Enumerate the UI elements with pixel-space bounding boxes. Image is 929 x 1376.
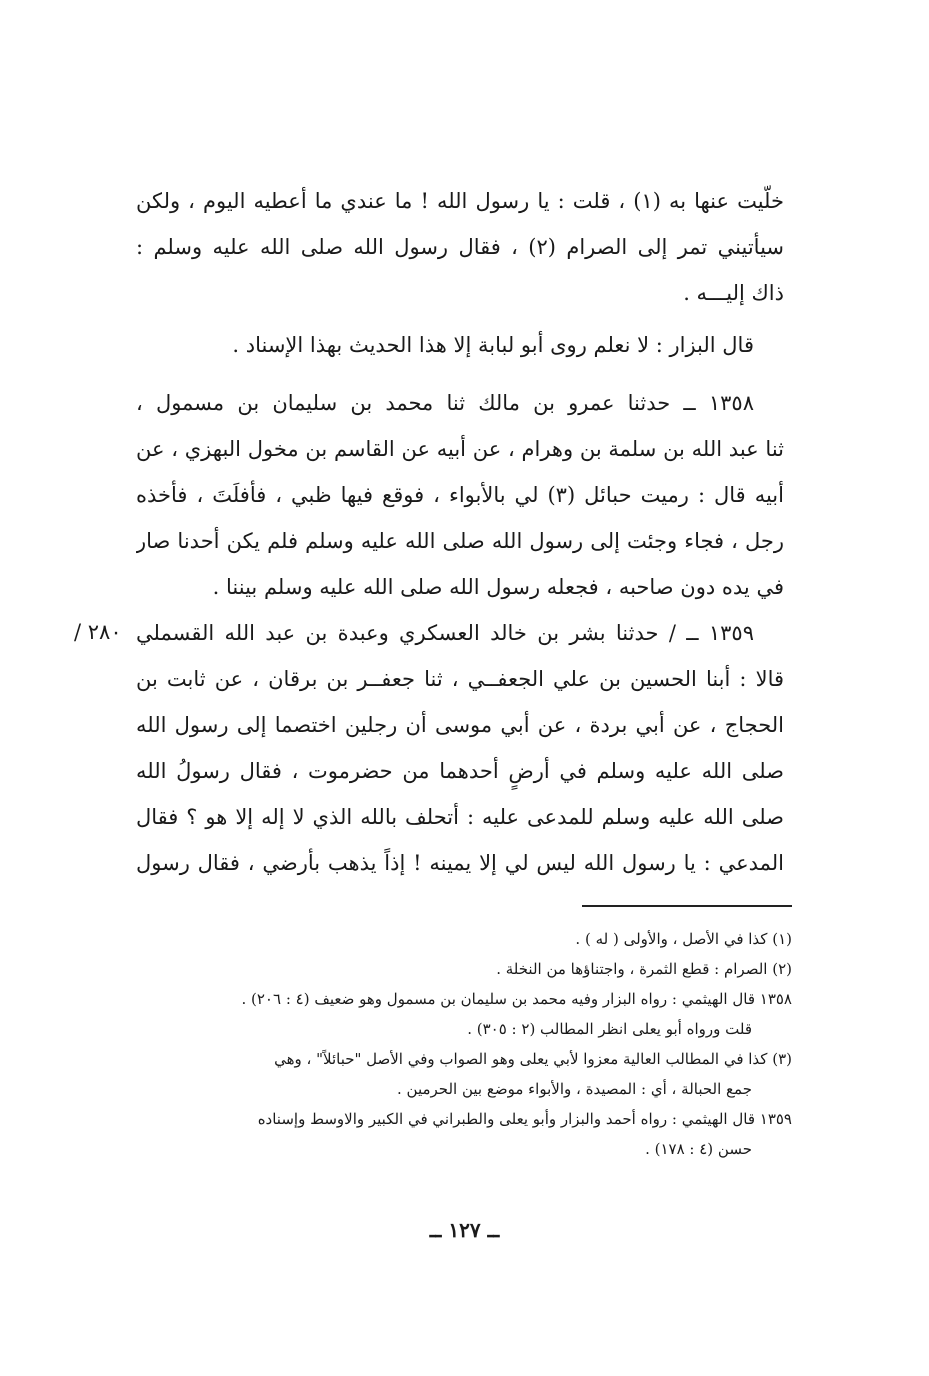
text-line: ١٣٥٨ ــ حدثنا عمرو بن مالك ثنا محمد بن سليمان بن مسمول ، <box>136 391 754 415</box>
paragraph-1 <box>136 178 784 316</box>
text-line: ذاك إليـــه . <box>683 281 784 305</box>
paragraph-2 <box>136 322 784 368</box>
footnote-2: (٢) الصرام : قطع الثمرة ، واجتناؤها من النخلة . <box>496 960 792 978</box>
footnote-1: (١) كذا في الأصل ، والأولى ( له ) . <box>575 930 792 948</box>
page-number: ــ ١٢٧ ــ <box>429 1218 500 1242</box>
footnote-1358-continuation: قلت ورواه أبو يعلى انظر المطالب (٢ : ٣٠٥) . <box>467 1020 752 1038</box>
text-line: خلّيت عنها به (١) ، قلت : يا رسول الله ! ما عندي ما أعطيه اليوم ، ولكن <box>136 189 784 213</box>
text-line: قالا : أبنا الحسين بن علي الجعفــي ، ثنا جعفــر بن برقان ، عن ثابت بن <box>136 667 784 691</box>
hadith-1358 <box>136 380 784 610</box>
text-line: أبيه قال : رميت حبائل (٣) لي بالأبواء ، فوقع فيها ظبي ، فأفلَتَ ، فأخذه <box>136 483 784 507</box>
footnote-1359: ١٣٥٩ قال الهيثمي : رواه أحمد والبزار وأبو يعلى والطبراني في الكبير والاوسط وإسناده <box>257 1110 792 1128</box>
footnote-divider <box>582 905 792 907</box>
footnote-1358: ١٣٥٨ قال الهيثمي : رواه البزار وفيه محمد بن سليمان بن مسمول وهو ضعيف (٤ : ٢٠٦) . <box>241 990 792 1008</box>
footnote-1359-continuation: حسن (٤ : ١٧٨) . <box>645 1140 752 1158</box>
text-line: قال البزار : لا نعلم روى أبو لبابة إلا هذا الحديث بهذا الإسناد . <box>232 333 754 357</box>
footnote-3-continuation: جمع الحبالة ، أي : المصيدة ، والأبواء موضع بين الحرمين . <box>396 1080 752 1098</box>
text-line: سيأتيني تمر إلى الصرام (٢) ، فقال رسول الله صلى الله عليه وسلم : <box>136 235 784 259</box>
text-line: في يده دون صاحبه ، فجعله رسول الله صلى الله عليه وسلم بيننا . <box>212 575 784 599</box>
hadith-1359 <box>136 610 784 886</box>
text-line: المدعي : يا رسول الله ليس لي إلا يمينه ! إذاً يذهب بأرضي ، فقال رسول <box>136 851 784 875</box>
text-line: الحجاج ، عن أبي بردة ، عن أبي موسى أن رجلين اختصما إلى رسول الله <box>136 713 784 737</box>
footnotes <box>140 924 792 1164</box>
margin-page-reference: ٢٨٠ / <box>74 620 122 644</box>
footnote-3: (٣) كذا في المطالب العالية معزوا لأبي يعلى وهو الصواب وفي الأصل "حبائلاً" ، وهي <box>274 1050 792 1068</box>
text-line: ثنا عبد الله بن سلمة بن وهرام ، عن أبيه عن القاسم بن مخول البهزي ، عن <box>136 437 784 461</box>
text-line: ١٣٥٩ ــ / حدثنا بشر بن خالد العسكري وعبدة بن عبد الله القسملي <box>136 621 754 645</box>
text-line: صلى الله عليه وسلم في أرضٍ أحدهما من حضرموت ، فقال رسولُ الله <box>136 759 784 783</box>
text-line: صلى الله عليه وسلم للمدعى عليه : أتحلف بالله الذي لا إله إلا هو ؟ فقال <box>136 805 784 829</box>
text-line: رجل ، فجاء وجئت إلى رسول الله صلى الله عليه وسلم فلم يكن أحدنا صار <box>136 529 784 553</box>
